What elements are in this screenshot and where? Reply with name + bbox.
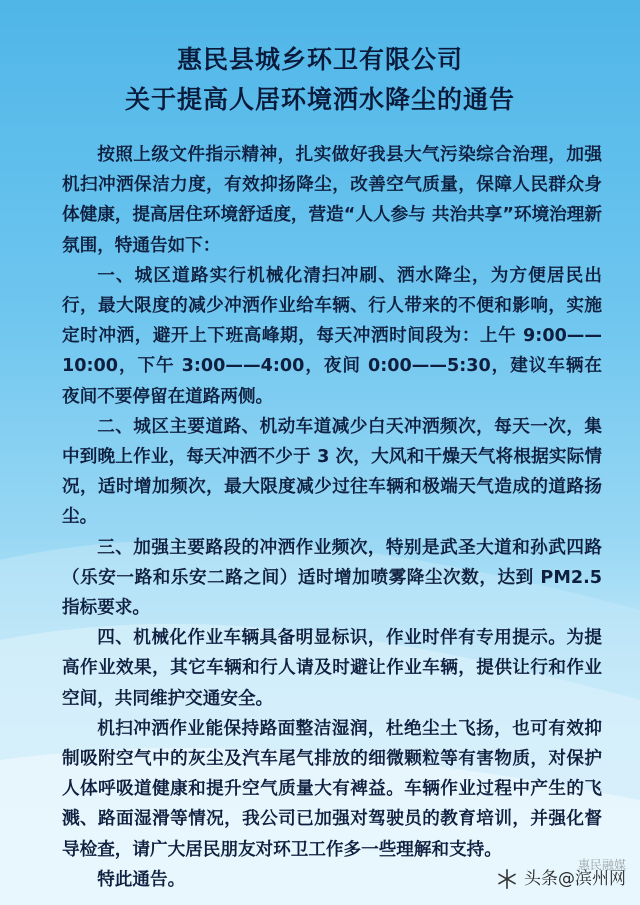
paragraph-item-3: 三、加强主要路段的冲洒作业频次，特别是武圣大道和孙武四路（乐安一路和乐安二路之间）适时增加喷雾降尘次数，达到 PM2.5 指标要求。 <box>62 537 602 619</box>
watermark-faint-text: 惠民融媒 <box>577 858 626 872</box>
paragraph-item-2: 二、城区主要道路、机动车道减少白天冲洒频次，每天一次，集中到晚上作业，每天冲洒不少于 3 次，大风和干燥天气将根据实际情况，适时增加频次，最大限度减少过往车辆和极端天气造成的道路扬尘。 <box>62 416 602 528</box>
notice-body <box>62 140 602 895</box>
paragraph-item-1: 一、城区道路实行机械化清扫冲刷、洒水降尘，为方便居民出行，最大限度的减少冲洒作业给车辆、行人带来的不便和影响，实施定时冲洒，避开上下班高峰期，每天冲洒时间段为：上午 9:00——10:00，下午 3:00——4:00，夜间 0:00——5:30，建议车辆在夜间不要停留在道路两侧。 <box>62 265 602 407</box>
paragraph-item-4: 四、机械化作业车辆具备明显标识，作业时伴有专用提示。为提高作业效果，其它车辆和行人请及时避让作业车辆，提供让行和作业空间，共同维护交通安全。 <box>62 628 602 709</box>
paragraph-intro: 按照上级文件指示精神，扎实做好我县大气污染综合治理，加强机扫冲洒保洁力度，有效抑扬降尘，改善空气质量，保障人民群众身体健康，提高居住环境舒适度，营造“人人参与 共治共享”环境治理新氛围，特通告如下： <box>62 145 602 256</box>
notice-title-company: 惠民县城乡环卫有限公司 <box>176 45 463 74</box>
watermark <box>496 859 626 899</box>
paragraph-benefits: 机扫冲洒作业能保持路面整洁湿润，杜绝尘土飞扬，也可有效抑制吸附空气中的灰尘及汽车尾气排放的细微颗粒等有害物质，对保护人体呼吸道健康和提升空气质量大有裨益。车辆作业过程中产生的飞溅、路面湿滑等情况，我公司已加强对驾驶员的教育培训，并强化督导检查，请广大居民朋友对环卫工作多一些理解和支持。 <box>62 718 602 860</box>
watermark-text <box>524 858 626 889</box>
snowflake-logo-icon <box>496 868 518 890</box>
watermark-main-text: 头条@滨州网 <box>524 869 626 889</box>
paragraph-closing: 特此通告。 <box>97 869 186 890</box>
notice-title-subject: 关于提高人居环境洒水降尘的通告 <box>124 85 515 114</box>
